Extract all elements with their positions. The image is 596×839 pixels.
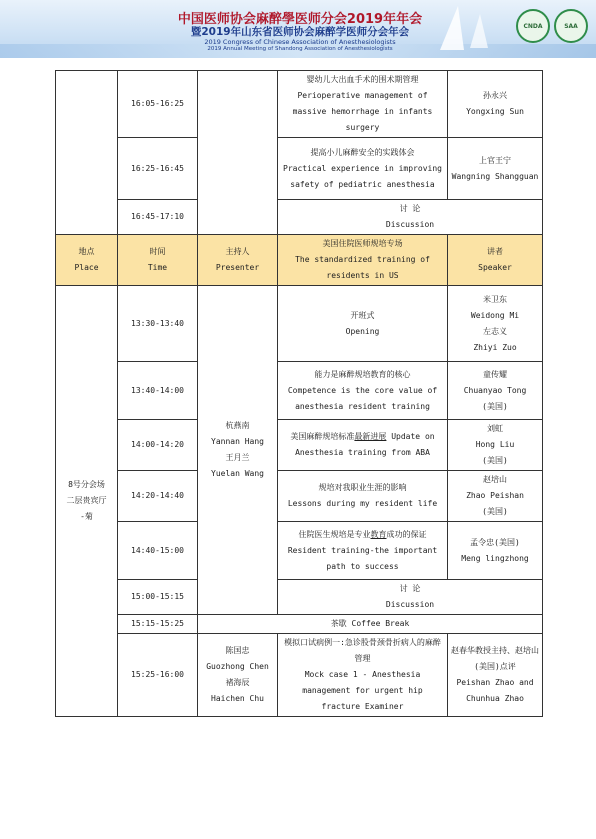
topic-cell <box>278 362 448 420</box>
presenter-line: Haichen Chu <box>211 694 264 703</box>
topic-cn: 住院医生规培是专业 <box>298 529 371 539</box>
saa-logo: SAA <box>554 9 588 43</box>
place-line: -菊 <box>80 512 93 521</box>
speaker-line: 米卫东 <box>483 294 507 304</box>
speaker-cell <box>448 71 543 138</box>
header-speaker-en: Speaker <box>478 263 512 272</box>
discussion-cn: 讨 论 <box>399 204 421 213</box>
topic-en: Practical experience in improving safety of pediatric anesthesia <box>283 163 442 189</box>
speaker-line: 孟令忠(美国) <box>470 537 520 547</box>
time-cell: 15:25-16:00 <box>118 634 198 717</box>
time-cell: 15:15-15:25 <box>118 615 198 634</box>
presenter-line: Guozhong Chen <box>206 662 269 671</box>
table-row <box>56 71 543 138</box>
header-topic-cn: 美国住院医师规培专场 <box>322 239 403 248</box>
speaker-cell <box>448 634 543 717</box>
presenter-line: Yannan Hang <box>211 437 264 446</box>
speaker-line: Chuanyao Tong <box>463 385 527 395</box>
speaker-cell <box>448 522 543 580</box>
speaker-cell <box>448 138 543 200</box>
speaker-cn: 孙永兴 <box>483 91 507 100</box>
table-row <box>56 286 543 362</box>
header-place-en: Place <box>74 263 99 272</box>
topic-cn-underlined: 最新进展 <box>354 432 387 441</box>
time-cell: 16:05-16:25 <box>118 71 198 138</box>
time-cell: 13:40-14:00 <box>118 362 198 420</box>
topic-cn-underlined: 教育 <box>370 529 387 539</box>
banner-subtitle-en: 2019 Annual Meeting of Shandong Association of Anesthesiologists <box>207 46 393 52</box>
topic-cell <box>278 71 448 138</box>
header-row <box>56 235 543 286</box>
presenter-line: 陈国忠 <box>225 646 250 655</box>
topic-cell <box>278 522 448 580</box>
topic-cn: 美国麻醉规培标准 <box>290 432 355 441</box>
header-place <box>56 235 118 286</box>
topic-cn: 开班式 <box>350 310 375 320</box>
topic-en: Opening <box>345 326 380 336</box>
header-topic-en: The standardized training of residents in US <box>295 255 430 280</box>
speaker-cell <box>448 420 543 471</box>
topic-cn: 模拟口试病例一:急诊股骨颈骨折病人的麻醉管理 <box>284 638 441 663</box>
table-row <box>56 200 543 235</box>
time-cell: 16:25-16:45 <box>118 138 198 200</box>
header-presenter-en: Presenter <box>215 263 260 272</box>
speaker-cell <box>448 286 543 362</box>
topic-cell <box>278 138 448 200</box>
header-presenter <box>198 235 278 286</box>
break-row <box>56 615 543 634</box>
topic-en: Competence is the core value of anesthesia resident training <box>287 385 438 411</box>
place-line: 8号分会场 <box>68 480 105 489</box>
speaker-line: 刘虹 <box>487 424 503 433</box>
place-cell-empty <box>56 71 118 235</box>
speaker-line: Peishan Zhao and Chunhua Zhao <box>456 678 534 703</box>
discussion-en: Discussion <box>385 600 435 609</box>
cnda-logo: CNDA <box>516 9 550 43</box>
header-topic <box>278 235 448 286</box>
topic-cell <box>278 471 448 522</box>
time-cell: 15:00-15:15 <box>118 580 198 615</box>
table-row <box>56 471 543 522</box>
speaker-en: Wangning Shangguan <box>451 171 539 181</box>
discussion-cn: 讨 论 <box>399 584 421 593</box>
discussion-cell <box>278 580 543 615</box>
presenter-line: 杭燕南 <box>225 421 250 430</box>
discussion-cell <box>278 200 543 235</box>
topic-cn-tail: 成功的保证 <box>386 529 427 539</box>
time-cell: 16:45-17:10 <box>118 200 198 235</box>
speaker-line: 左志义 <box>483 326 507 336</box>
presenter-cell <box>198 286 278 615</box>
topic-cell <box>278 634 448 717</box>
speaker-cell <box>448 362 543 420</box>
header-time-cn: 时间 <box>149 247 166 256</box>
speaker-line: Hong Liu <box>475 440 515 449</box>
presenter-line: 褚海辰 <box>225 678 250 687</box>
place-cell <box>56 286 118 717</box>
topic-en: Perioperative management of massive hemorrhage in infants surgery <box>292 91 433 132</box>
coffee-break-cell: 茶歇 Coffee Break <box>198 615 543 634</box>
speaker-cn: 上官王宁 <box>479 155 511 165</box>
table-row <box>56 580 543 615</box>
speaker-line: 赵春华教授主持、赵培山(美国)点评 <box>451 646 539 671</box>
topic-cell <box>278 420 448 471</box>
speaker-line: 赵培山 <box>483 475 507 484</box>
header-speaker-cn: 讲者 <box>487 247 503 256</box>
topic-en: Mock case 1 - Anesthesia management for urgent hip fracture Examiner <box>302 670 423 711</box>
banner-sail-graphic-2 <box>470 14 488 48</box>
banner-subtitle-cn: 暨2019年山东省医师协会麻醉学医师分会年会 <box>190 26 410 38</box>
table-row <box>56 420 543 471</box>
table-row <box>56 138 543 200</box>
schedule-table <box>55 70 543 717</box>
speaker-line: Zhao Peishan <box>466 491 524 500</box>
presenter-line: 王月兰 <box>225 453 250 462</box>
speaker-en: Yongxing Sun <box>466 107 524 116</box>
time-cell: 14:40-15:00 <box>118 522 198 580</box>
time-cell: 14:20-14:40 <box>118 471 198 522</box>
speaker-cell <box>448 471 543 522</box>
topic-cn: 提高小儿麻醉安全的实践体会 <box>310 147 415 157</box>
table-row <box>56 634 543 717</box>
speaker-line: Weidong Mi <box>470 310 520 320</box>
speaker-line: Zhiyi Zuo <box>473 342 517 352</box>
speaker-line: (美国) <box>482 507 508 516</box>
time-cell: 14:00-14:20 <box>118 420 198 471</box>
presenter-line: Yuelan Wang <box>211 469 264 478</box>
speaker-line: Meng lingzhong <box>461 553 529 563</box>
speaker-line: 童传耀 <box>483 369 507 379</box>
topic-cn: 婴幼儿大出血手术的围术期管理 <box>306 75 419 84</box>
header-place-cn: 地点 <box>78 247 95 256</box>
presenter-cell-empty <box>198 71 278 235</box>
table-row <box>56 362 543 420</box>
speaker-line: (美国) <box>482 456 508 465</box>
topic-cn: 能力是麻醉规培教育的核心 <box>314 369 411 379</box>
topic-en: Resident training-the important path to success <box>287 545 438 571</box>
time-cell: 13:30-13:40 <box>118 286 198 362</box>
conference-banner <box>0 0 596 58</box>
table-row <box>56 522 543 580</box>
header-time <box>118 235 198 286</box>
banner-title-cn: 中国医师协会麻醉學医师分会2019年年会 <box>177 12 423 27</box>
header-speaker <box>448 235 543 286</box>
speaker-line: (美国) <box>482 401 508 411</box>
topic-cell <box>278 286 448 362</box>
topic-en: Lessons during my resident life <box>287 499 438 508</box>
discussion-en: Discussion <box>385 220 435 229</box>
header-presenter-cn: 主持人 <box>225 247 250 256</box>
header-time-en: Time <box>147 263 168 272</box>
banner-title-en: 2019 Congress of Chinese Association of Anesthesiologists <box>204 38 396 46</box>
place-line: 二层贵宾厅 <box>66 496 107 505</box>
topic-en: Update on Anesthesia training from ABA <box>295 432 435 457</box>
topic-cn: 规培对我职业生涯的影响 <box>318 483 407 492</box>
presenter-cell <box>198 634 278 717</box>
